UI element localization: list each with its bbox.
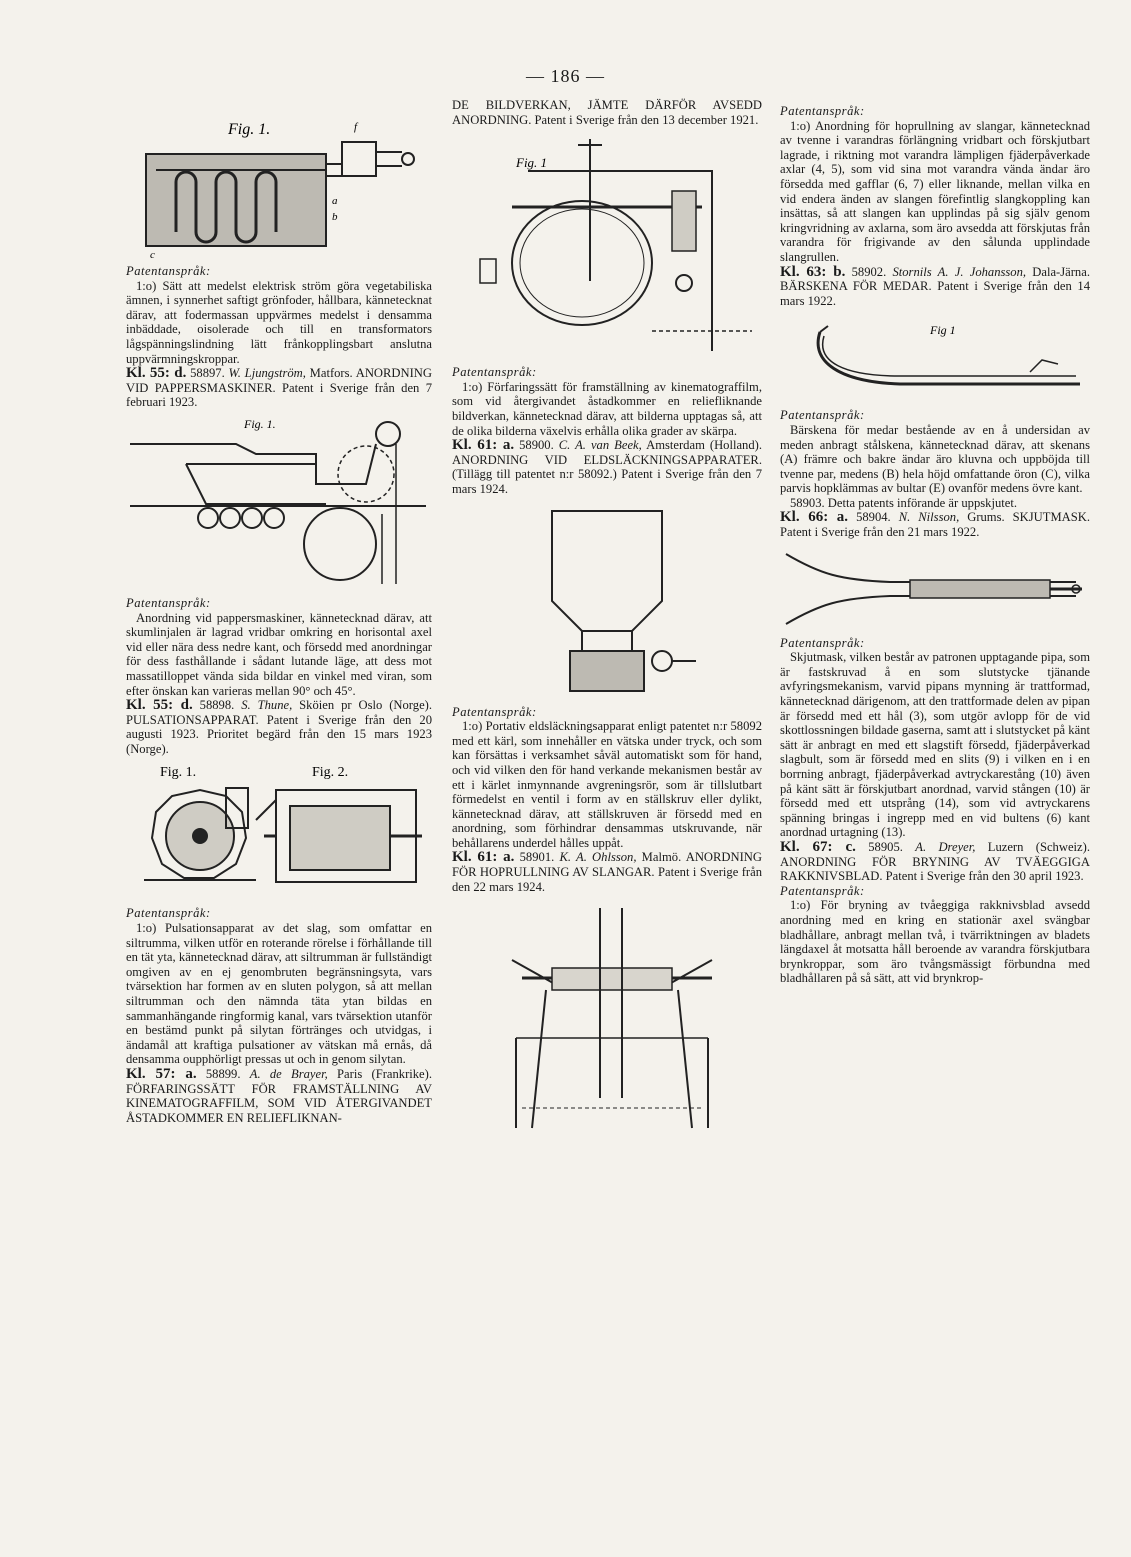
- class-code: Kl. 57: a.: [126, 1066, 197, 1082]
- figure-label: Fig. 1: [516, 155, 548, 171]
- figure-label: Fig. 1.: [228, 121, 271, 138]
- inventor: A. de Brayer,: [249, 1067, 328, 1081]
- patent-number: 58901.: [514, 850, 560, 865]
- patent-entry-58898: [126, 698, 432, 756]
- figure-runner-rail: [780, 312, 1090, 404]
- patent-entry-58905: [780, 840, 1090, 884]
- class-code: Kl. 55: d.: [126, 365, 187, 382]
- claim-text: Bärskena för medar bestående av en å undersidan av meden anbragt stålskena, kännetecknad därav, att skenans (A) främre och bakre ändar äro kluvna och uppböjda till tvenne par, medens (B) hela höjd omfattande öron (C), vilka parvis hopklämmas av bultar (E) ovanför medens övre kant.: [780, 422, 1090, 496]
- claim-text: 1:o) För bryning av tvåeggiga rakknivsblad avsedd anordning med en kring en stationär axel svängbar bladhållare, anbragt mellan två, i tvärriktningen av bladets längdaxel åt motsatta håll beroende av varandra förskjutbara brynkroppar, som äro tvångsmässigt förbundna med bladhållaren på så sätt, att vid brynkrop-: [780, 898, 1090, 986]
- patent-entry-58897: [126, 366, 432, 410]
- patent-details: Matfors. ANORDNING VID PAPPERSMASKINER. Patent i Sverige från den 7 februari 1923.: [126, 366, 432, 410]
- column-middle: [452, 98, 762, 1142]
- claim-heading: Patentanspråk:: [126, 264, 211, 278]
- patent-entry-58902: [780, 265, 1090, 309]
- patent-number: 58899.: [196, 1067, 250, 1081]
- claim-text: 1:o) Portativ eldsläckningsapparat enligt patentet n:r 58092 med ett kärl, som innehåller en vätska under tryck, och som kan försättas i verksamhet såväl automatiskt som för hand, och vid vilken den för hand verkande mekanismen består av ett i kärlet inmynnande avgreningsrör, som är tillslutbart förmedelst en ventil i form av en ställskruv eller dylikt, kännetecknad därav, att ställskruven är försedd med en anordning, som förhindrar densammas utskruvande, när behållarens underdel hålles uppåt.: [452, 719, 762, 850]
- continued-text: DE BILDVERKAN, JÄMTE DÄRFÖR AVSEDD ANORDNING. Patent i Sverige från den 13 december 1921.: [452, 98, 762, 127]
- claim-heading: Patentanspråk:: [126, 906, 211, 921]
- figure-label-1: Fig. 1.: [160, 765, 197, 781]
- patent-number: 58900.: [514, 438, 559, 453]
- figure-label: Fig 1: [930, 323, 956, 338]
- claim-text: Skjutmask, vilken består av patronen upptagande pipa, som är fastskruvad å en som slutstycke tjänande avfyringsmekanism, varvid pipans mynning är trattformad, kännetecknad därigenom, att den trattformade delen av pipan är försedd med ett hål (3), som utgör avlopp för de vid skottlossningen bildade gaserna, samt att i slutstycket på känt sätt är anbragt en med ett slagstift försedd, fjäderpåverkad slagbult, som är försedd med en slits (9) i vilken en i en borrning anbragt, fjäderpåverkad avtryckarestång (10) även på känt sätt är förskjutbart anordnad, varvid stången (10) är försedd med ett utsprång (14), som vid avtryckarens spänning bringas i ingrepp med en vid bultens (6) kant anordnad urtagning (13).: [780, 650, 1090, 840]
- claim-heading: Patentanspråk:: [780, 104, 865, 118]
- claim-heading: Patentanspråk:: [780, 635, 865, 650]
- svg-text:c: c: [150, 249, 155, 260]
- class-code: Kl. 61: a.: [452, 849, 515, 866]
- claim-heading: Patentanspråk:: [452, 365, 537, 380]
- inventor: N. Nilsson,: [898, 510, 960, 525]
- patent-details: Luzern (Schweiz). ANORDNING FÖR BRYNING AV TVÄEGGIGA RAKKNIVSBLAD. Patent i Sverige från den 30 april 1923.: [780, 839, 1090, 884]
- claim-text: 1:o) Sätt att medelst elektrisk ström göra vegetabiliska ämnen, i synnerhet saftigt grönfoder, hållbara, kännetecknat därav, att fodermassan uppvärmes medelst i densamma inbäddade, oisolerade och till en transformators lågspänningslindning lätt frånkopplingsbart anslutna uppvärmningskroppar.: [126, 278, 432, 366]
- figure-extinguisher: [452, 501, 762, 701]
- claim-heading: Patentanspråk:: [452, 704, 537, 719]
- figure-slaughter-gun: [780, 544, 1090, 632]
- inventor: K. A. Ohlsson,: [559, 850, 637, 865]
- class-code: Kl. 55: d.: [126, 697, 193, 714]
- inventor: S. Thune,: [241, 698, 293, 713]
- patent-details: Grums. SKJUTMASK. Patent i Sverige från den 21 mars 1922.: [780, 510, 1090, 540]
- page-number: — 186 —: [526, 66, 605, 86]
- class-code: Kl. 66: a.: [780, 509, 849, 526]
- inventor: C. A. van Beek,: [558, 438, 642, 453]
- column-left: [126, 108, 432, 1125]
- claim-text: 1:o) Pulsationsapparat av det slag, som omfattar en siltrumma, vilken utför en roterande rörelse i förhållande till en tät yta, kännetecknad därav, att siltrumman är fullständigt omgiven av en ej genombruten begränsningsyta, vars tvärsektion har formen av en sluten polygon, så att mellan siltrumman och den nämnda täta ytan bildas en sammanhängande ringformig kanal, vars tvärsektion utanför en bestämd punkt på silytan förtränges och utvidgas, i ändamål att kraftiga pulsationer av vätskan må ernås, då densamma oupphörligt pressas ut och in genom silytan.: [126, 921, 432, 1067]
- class-code: Kl. 67: c.: [780, 838, 856, 855]
- column-right: [780, 104, 1090, 986]
- claim-text: Anordning vid pappersmaskiner, kännetecknad därav, att skumlinjalen är lagrad vridbar omkring en horisontal axel vid eller nära dess nedre kant, och försedd med anordningar för dess fasthållande i sådant lutande läge, att dess mot massatilloppet vända sida bildar en vinkel med viran, som efter önskan kan varieras mellan 90° och 45°.: [126, 610, 432, 698]
- patent-number: 58897.: [186, 366, 229, 381]
- inventor: A. Dreyer,: [915, 839, 976, 854]
- inventor: W. Ljungström,: [228, 366, 306, 381]
- patent-entry-58900: [452, 438, 762, 496]
- figure-pulsation-apparatus: [126, 760, 432, 902]
- patent-entry-58899: [126, 1067, 432, 1125]
- patent-number: 58904.: [848, 510, 899, 525]
- claim-heading: Patentanspråk:: [126, 595, 211, 610]
- patent-details: Amsterdam (Holland). ANORDNING VID ELDSLÄCKNINGSAPPARATER. (Tillägg till patentet n:r 58092.) Patent i Sverige från den 7 mars 1924.: [452, 438, 762, 496]
- patent-entry-58904: [780, 510, 1090, 539]
- patent-entry-58901: [452, 850, 762, 894]
- figure-label-2: Fig. 2.: [312, 765, 349, 781]
- claim-text: 1:o) Förfaringssätt för framställning av kinematograffilm, som vid återgivandet åstadkommer en reliefliknande bildverkan, kännetecknad därav, att bilderna upptagas så, att de olika bilderna växelvis erhålla olika grader av skärpa.: [452, 379, 762, 438]
- patent-details: Malmö. ANORDNING FÖR HOPRULLNING AV SLANGAR. Patent i Sverige från den 22 mars 1924.: [452, 850, 762, 894]
- inventor: Stornils A. J. Johansson,: [892, 264, 1027, 279]
- figure-kinematograph-apparatus: [452, 131, 762, 361]
- deferred-note: 58903. Detta patents införande är uppskjutet.: [790, 495, 1017, 510]
- patent-details: Paris (Frankrike). FÖRFARINGSSÄTT FÖR FRAMSTÄLLNING AV KINEMATOGRAFFILM, SOM VID ÅTERGIVANDET ÅSTADKOMMER EN RELIEFLIKNAN-: [126, 1067, 432, 1125]
- svg-text:f: f: [354, 121, 358, 133]
- patent-number: 58898.: [192, 698, 242, 713]
- figure-paper-machine: [126, 414, 432, 592]
- patent-details: Sköien pr Oslo (Norge). PULSATIONSAPPARAT. Patent i Sverige från den 20 augusti 1923. Prioritet begärd från den 15 mars 1923 (Norge).: [126, 698, 433, 756]
- patent-details: Dala-Järna. BÄRSKENA FÖR MEDAR. Patent i Sverige från den 14 mars 1922.: [780, 264, 1090, 308]
- claim-heading: Patentanspråk:: [780, 408, 865, 423]
- class-code: Kl. 63: b.: [780, 263, 846, 280]
- figure-drying-apparatus: [126, 112, 432, 260]
- patent-number: 58902.: [845, 264, 893, 279]
- figure-label: Fig. 1.: [244, 416, 276, 431]
- svg-text:b: b: [332, 211, 338, 223]
- svg-text:a: a: [332, 195, 338, 207]
- patent-number: 58905.: [855, 839, 916, 854]
- claim-heading: Patentanspråk:: [780, 883, 865, 898]
- claim-text: 1:o) Anordning för hoprullning av slangar, kännetecknad av tvenne i varandras förlängning vridbart och förskjutbart lagrade, i riktning mot varandra lämpligen fjäderpåverkade axlar (4, 5), som vid sina mot varandra vända ändar äro försedda med gafflar (6, 7) eller liknande, mellan vilka en vid endera änden av slangen förefintlig slangkoppling kan insättas, så att slangen kan upplindas på sig själv genom kringvridning av axlarna, som äro avsedda att förskjutas från varandra för frigivande av den sålunda upplindade slangrullen.: [780, 118, 1090, 264]
- class-code: Kl. 61: a.: [452, 437, 515, 454]
- figure-hose-reel: [452, 898, 762, 1138]
